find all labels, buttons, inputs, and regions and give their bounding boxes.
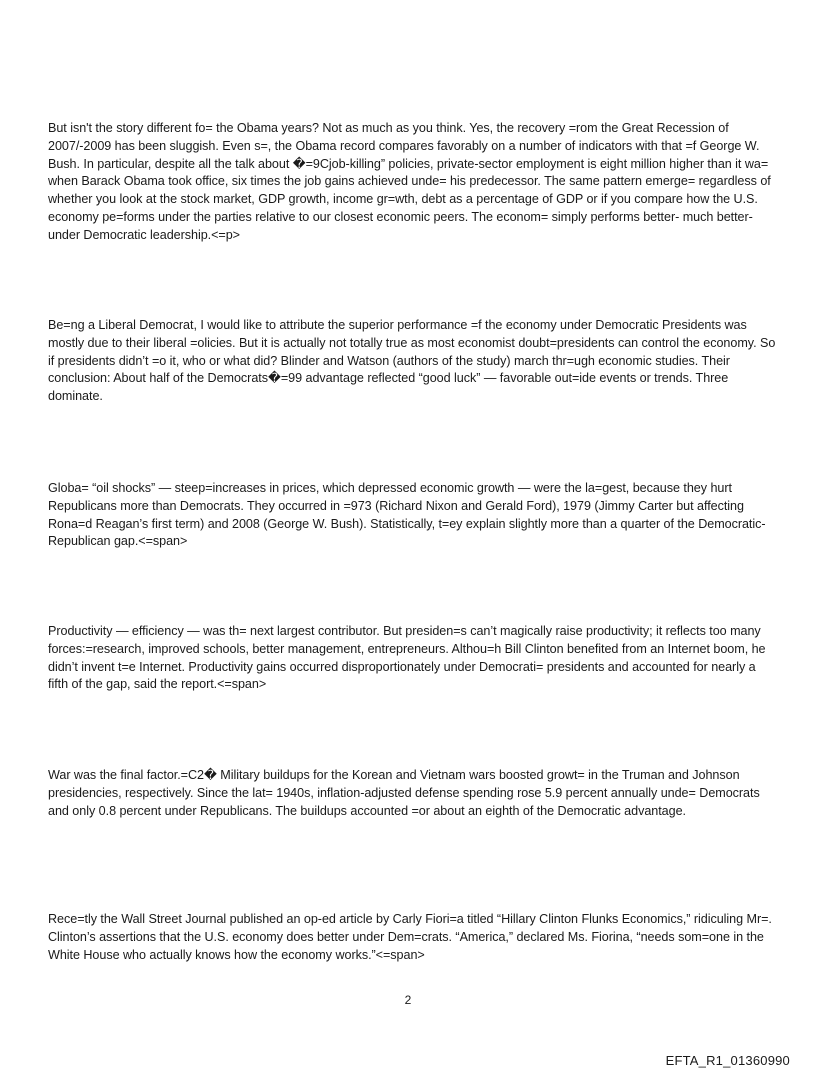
- paragraph-obama-years: But isn't the story different fo= the Obama years? Not as much as you think. Yes, the recovery =rom the Great Recession of 2007/-2009 has been sluggish. Even s=, the Obama record compares favorably on a number of indicators with that =f George W. Bush. In particular, despite all the talk about �=9Cjob-killing” policies, private-sector employment is eight million higher than it wa= when Barack Obama took office, six times the job gains achieved unde= his predecessor. The same pattern emerge= regardless of whether you look at the stock market, GDP growth, income gr=wth, debt as a percentage of GDP or if you compare how the U.S. economy pe=forms under the parties relative to our closest economic peers. The econom= simply performs better- much better- under Democratic leadership.<=p>: [48, 121, 771, 242]
- paragraph-war: War was the final factor.=C2� Military buildups for the Korean and Vietnam wars boosted growt= in the Truman and Johnson presidencies, respectively. Since the lat= 1940s, inflation-adjusted defense spending rose 5.9 percent annually unde= Democrats and only 0.8 percent under Republicans. The buildups accounted =or about an eighth of the Democratic advantage.: [48, 768, 760, 818]
- page-number: 2: [404, 993, 412, 1007]
- paragraph-wall-street-journal: Rece=tly the Wall Street Journal published an op-ed article by Carly Fiori=a titled “Hillary Clinton Flunks Economics,” ridiculing Mr=. Clinton’s assertions that the U.S. economy does better under Dem=crats. “America,” declared Ms. Fiorina, “needs som=one in the White House who actually knows how the economy works.”<=span>: [48, 912, 772, 962]
- document-id: EFTA_R1_01360990: [665, 1053, 790, 1068]
- paragraph-productivity: Productivity — efficiency — was th= next largest contributor. But presiden=s can’t magically raise productivity; it reflects too many forces:=research, improved schools, better management, entrepreneurs. Althou=h Bill Clinton benefited from an Internet boom, he didn’t invent t=e Internet. Productivity gains occurred disproportionately under Democrati= presidents and accounted for nearly a fifth of the gap, said the report.<=span>: [48, 624, 766, 692]
- paragraph-liberal-democrat: Be=ng a Liberal Democrat, I would like to attribute the superior performance =f the economy under Democratic Presidents was mostly due to their liberal =olicies. But it is actually not totally true as most economist doubt=presidents can control the economy. So if presidents didn’t =o it, who or what did? Blinder and Watson (authors of the study) march thr=ugh economic studies. Their conclusion: About half of the Democrats�=99 advantage reflected “good luck” — favorable out=ide events or trends. Three dominate.: [48, 318, 776, 404]
- paragraph-oil-shocks: Globa= “oil shocks” — steep=increases in prices, which depressed economic growth — were the la=gest, because they hurt Republicans more than Democrats. They occurred in =973 (Richard Nixon and Gerald Ford), 1979 (Jimmy Carter but affecting Rona=d Reagan’s first term) and 2008 (George W. Bush). Statistically, t=ey explain slightly more than a quarter of the Democratic-Republican gap.<=span>: [48, 481, 766, 549]
